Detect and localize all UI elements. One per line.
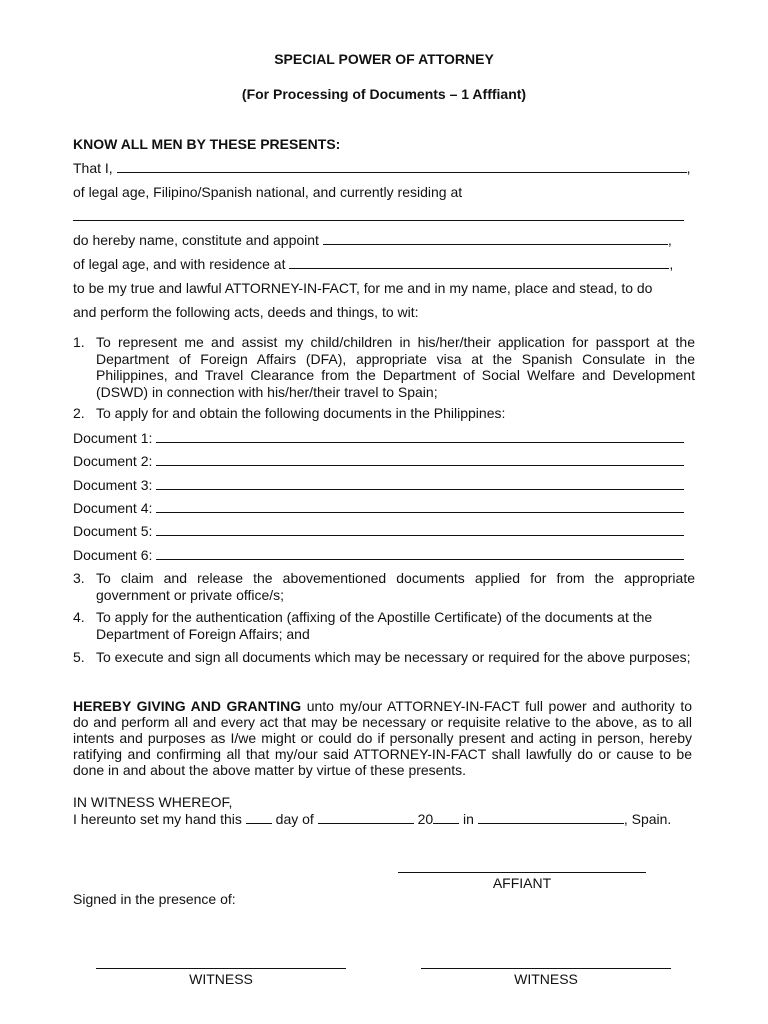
affiant-label: AFFIANT (492, 875, 552, 891)
in-witness-whereof: IN WITNESS WHEREOF, (73, 794, 233, 810)
that-i-label: That I, (73, 160, 113, 176)
execution-text-2: day of (275, 811, 314, 827)
document-field[interactable] (156, 500, 684, 513)
execution-text-1: I hereunto set my hand this (73, 811, 242, 827)
witness-label: WITNESS (189, 971, 253, 987)
document-label: Document 4: (73, 500, 153, 516)
principal-name-field[interactable] (117, 160, 687, 173)
know-all-men-heading: KNOW ALL MEN BY THESE PRESENTS: (73, 136, 341, 152)
document-field[interactable] (156, 453, 684, 466)
to-be-line-1: to be my true and lawful ATTORNEY-IN-FACT, for me and in my name, place and stead, to do (73, 280, 653, 296)
comma: , (669, 256, 674, 272)
document-row (73, 499, 684, 517)
document-field[interactable] (156, 523, 684, 536)
document-label: Document 1: (73, 430, 153, 446)
year-field[interactable] (433, 811, 459, 824)
appoint-line (73, 231, 672, 249)
item-number: 5. (73, 649, 85, 665)
document-field[interactable] (156, 547, 684, 560)
granting-text: unto my/our ATTORNEY-IN-FACT full power and authority to do and perform all and every act that may be necessary or requisite relative to the above, as to all intents and purposes as I/we might or could do if personally present and acting in person, hereby ratifying and confirming all that my/our said ATTORNEY-IN-FACT shall lawfully do or cause to be done in and about the above matter by virtue of these presents. (73, 698, 692, 778)
document-row (73, 452, 684, 470)
document-label: Document 3: (73, 477, 153, 493)
item-number: 2. (73, 405, 85, 421)
residence-label: of legal age, and with residence at (73, 256, 286, 272)
residence-address-field[interactable] (73, 220, 684, 221)
witness-signature-line[interactable] (421, 968, 671, 969)
appoint-label: do hereby name, constitute and appoint (73, 232, 319, 248)
comma: , (686, 160, 691, 176)
item-text: To apply for the authentication (affixing of the Apostille Certificate) of the documents at the Department of Foreign Affairs; and (96, 609, 653, 642)
execution-text-4: in (463, 811, 474, 827)
execution-text-5: , Spain. (623, 811, 672, 827)
execution-line (73, 810, 671, 828)
item-text: To claim and release the abovementioned documents applied for from the appropriate government or private office/s; (96, 570, 695, 603)
granting-bold: HEREBY GIVING AND GRANTING (73, 698, 302, 714)
attorney-name-field[interactable] (323, 232, 668, 245)
to-be-line-2: and perform the following acts, deeds and things, to wit: (73, 304, 419, 320)
month-field[interactable] (318, 811, 414, 824)
comma: , (667, 232, 672, 248)
document-field[interactable] (156, 430, 684, 443)
document-row (73, 546, 684, 564)
item-text: To represent me and assist my child/children in his/her/their application for passport at the Department of Foreign Affairs (DFA), appropriate visa at the Spanish Consulate in the Philippines, and Travel Clearance from the Department of Social Welfare and Development (DSWD) in connection with his/her/their travel to Spain; (96, 334, 695, 400)
execution-text-3: 20 (417, 811, 434, 827)
legal-age-line: of legal age, Filipino/Spanish national, and currently residing at (73, 184, 463, 200)
document-row (73, 476, 684, 494)
document-row (73, 429, 684, 447)
document-label: Document 6: (73, 547, 153, 563)
signed-presence-label: Signed in the presence of: (73, 891, 236, 907)
witness-signature-line[interactable] (96, 968, 346, 969)
document-label: Document 2: (73, 453, 153, 469)
item-number: 1. (73, 334, 85, 350)
item-text: To apply for and obtain the following documents in the Philippines: (96, 405, 506, 421)
affiant-signature-line[interactable] (398, 872, 646, 873)
item-number: 4. (73, 609, 85, 625)
document-row (73, 522, 684, 540)
witness-label: WITNESS (514, 971, 578, 987)
document-subtitle: (For Processing of Documents – 1 Afffiant) (241, 86, 527, 102)
document-title: SPECIAL POWER OF ATTORNEY (274, 51, 494, 67)
place-field[interactable] (478, 811, 624, 824)
that-i-line (73, 159, 690, 177)
day-field[interactable] (246, 811, 272, 824)
residence-line (73, 255, 673, 273)
item-number: 3. (73, 570, 85, 586)
granting-paragraph (73, 698, 692, 778)
document-label: Document 5: (73, 523, 153, 539)
attorney-residence-field[interactable] (289, 256, 669, 269)
document-field[interactable] (156, 477, 684, 490)
item-text: To execute and sign all documents which may be necessary or required for the above purposes; (96, 649, 691, 665)
